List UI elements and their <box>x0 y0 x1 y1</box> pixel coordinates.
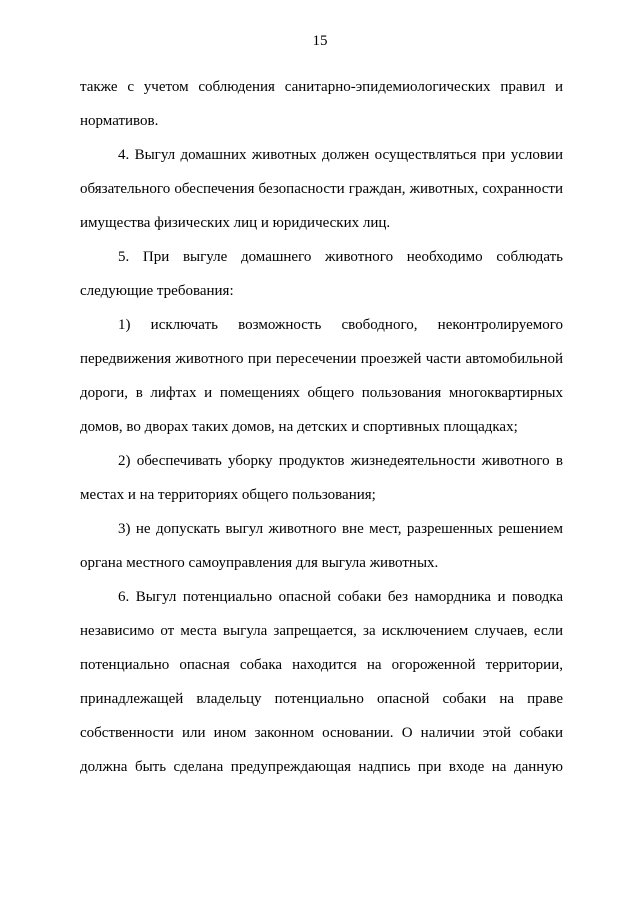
text-line: местах и на территориях общего пользования; <box>80 487 376 503</box>
paragraph-5-line: 5. При выгуле домашнего животного необходимо соблюдать <box>118 249 563 265</box>
paragraph-6-line: 6. Выгул потенциально опасной собаки без намордника и поводка <box>118 589 563 605</box>
text-line: должна быть сделана предупреждающая надпись при входе на данную <box>80 759 563 775</box>
text-line: собственности или ином законном основании. О наличии этой собаки <box>80 725 563 741</box>
list-item-2-line: 2) обеспечивать уборку продуктов жизнедеятельности животного в <box>118 453 563 469</box>
text-line: принадлежащей владельцу потенциально опасной собаки на праве <box>80 691 563 707</box>
page-number: 15 <box>312 33 328 49</box>
text-line: органа местного самоуправления для выгула животных. <box>80 555 439 571</box>
text-line: обязательного обеспечения безопасности граждан, животных, сохранности <box>80 181 563 197</box>
text-line: имущества физических лиц и юридических лиц. <box>80 215 391 231</box>
text-line: нормативов. <box>80 113 159 129</box>
list-item-3-line: 3) не допускать выгул животного вне мест, разрешенных решением <box>118 521 563 537</box>
document-body <box>80 70 563 784</box>
text-line: независимо от места выгула запрещается, за исключением случаев, если <box>80 623 563 639</box>
text-line: дороги, в лифтах и помещениях общего пользования многоквартирных <box>80 385 563 401</box>
paragraph-4-line: 4. Выгул домашних животных должен осуществляться при условии <box>118 147 563 163</box>
text-line: следующие требования: <box>80 283 234 299</box>
text-line: также с учетом соблюдения санитарно-эпидемиологических правил и <box>80 79 563 95</box>
text-line: потенциально опасная собака находится на огороженной территории, <box>80 657 563 673</box>
list-item-1-line: 1) исключать возможность свободного, неконтролируемого <box>118 317 563 333</box>
text-line: домов, во дворах таких домов, на детских и спортивных площадках; <box>80 419 518 435</box>
text-line: передвижения животного при пересечении проезжей части автомобильной <box>80 351 563 367</box>
